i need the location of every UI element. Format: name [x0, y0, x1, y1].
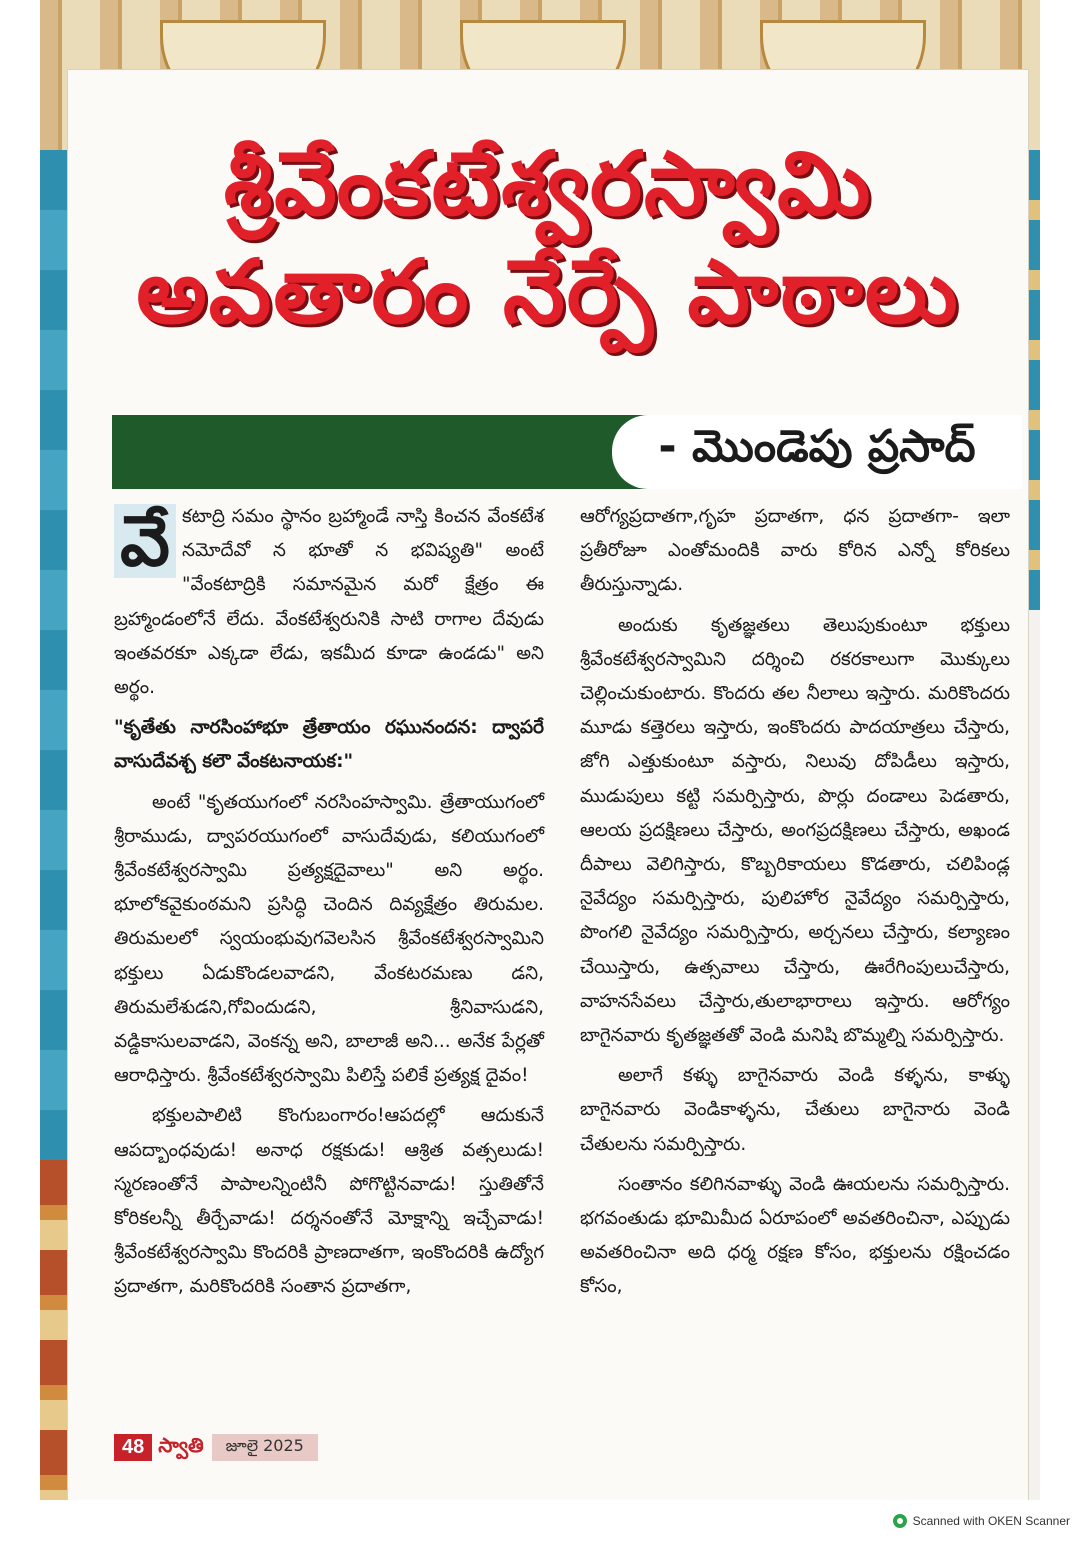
paragraph: భక్తులపాలిటి కొంగుబంగారం!ఆపదల్లో ఆదుకునే ఆపద్బాంధవుడు! అనాధ రక్షకుడు! ఆశ్రిత వత్సలుడు! స్మరణంతోనే పాపాలన్నింటినీ పోగొట్టినవాడు! స్తుతితోనే కోరికలన్నీ తీర్చేవాడు! దర్శనంతోనే మోక్షాన్ని ఇచ్చేవాడు! శ్రీవేంకటేశ్వరస్వామి కొందరికి ప్రాణదాతగా, ఇంకొందరికి ఉద్యోగ ప్రదాతగా, మరికొందరికి సంతాన ప్రదాతగా, [114, 1105, 544, 1298]
article-column-right [580, 500, 1010, 1311]
paragraph: అందుకు కృతజ్ఞతలు తెలుపుకుంటూ భక్తులు శ్రీవేంకటేశ్వరస్వామిని దర్శించి రకరకాలుగా మొక్కులు చెల్లించుకుంటారు. కొందరు తల నీలాలు ఇస్తారు. మరికొందరు మూడు కత్తెరలు ఇస్తారు, ఇంకొందరు పాదయాత్రలు చేస్తారు, జోగి ఎత్తుకుంటూ వస్తారు, నిలువు దోపిడీలు ఇస్తారు, ముడుపులు కట్టి సమర్పిస్తారు, పొర్లు దండాలు పెడతారు, ఆలయ ప్రదక్షిణలు చేస్తారు, అంగప్రదక్షిణలు చేస్తారు, అఖండ దీపాలు వెలిగిస్తారు, కొబ్బరికాయలు కొడతారు, చలిపిండ్ల నైవేద్యం సమర్పిస్తారు, పులిహోర నైవేద్యం సమర్పిస్తారు, పొంగలి నైవేద్యం సమర్పిస్తారు, అర్చనలు చేస్తారు, కల్యాణం చేయిస్తారు, ఉత్సవాలు చేస్తారు, ఊరేగింపులుచేస్తారు, వాహనసేవలు చేస్తారు,తులాభారాలు ఇస్తారు. ఆరోగ్యం బాగైనవారు కృతజ్ఞతతో వెండి మనిషి బొమ్మల్ని సమర్పిస్తారు. [580, 614, 1010, 1047]
headline-line-2: అవతారం నేర్పే పాఠాలు [136, 240, 960, 343]
magazine-page [40, 0, 1040, 1500]
paragraph: సంతానం కలిగినవాళ్ళు వెండి ఊయలను సమర్పిస్తారు. భగవంతుడు భూమిమీద ఏరూపంలో అవతరించినా, ఎప్పుడు అవతరించినా అది ధర్మ రక్షణ కోసం, భక్తులను రక్షించడం కోసం, [580, 1173, 1010, 1298]
byline-box [612, 415, 1022, 489]
paragraph: అలాగే కళ్ళు బాగైనవారు వెండి కళ్ళను, కాళ్ళు బాగైనవారు వెండికాళ్ళను, చేతులు బాగైనారు వెండి చేతులను సమర్పిస్తారు. [580, 1065, 1010, 1155]
headline-line-1: శ్రీవేంకటేశ్వరస్వామి [223, 132, 873, 235]
article-panel [68, 70, 1028, 1500]
article-headline [68, 130, 1028, 346]
article-body [114, 500, 1014, 1420]
byline-bar [112, 415, 1022, 489]
scanner-logo-icon [893, 1514, 907, 1528]
drop-cap: వే [114, 504, 176, 578]
author-byline: - మొండెపు ప్రసాద్ [658, 421, 976, 472]
paragraph: వే కటాద్రి సమం స్థానం బ్రహ్మాండే నాస్తి కించన వేంకటేశ నమోదేవో న భూతో న భవిష్యతి" అంటే "వేంకటాద్రికి సమానమైన మరో క్షేత్రం ఈ బ్రహ్మాండంలోనే లేదు. వేంకటేశ్వరునికి సాటి రాగాల దేవుడు ఇంతవరకూ ఎక్కడా లేడు, ఇకమీద కూడా ఉండడు" అని అర్థం. [114, 500, 544, 699]
issue-date: జూలై 2025 [212, 1434, 318, 1461]
page-number: 48 [114, 1434, 152, 1461]
sanskrit-quote: "కృతేతు నారసింహాభూ త్రేతాయం రఘునందన: ద్వాపరే వాసుదేవశ్చ కలౌ వేంకటనాయక:" [114, 717, 544, 773]
paragraph: ఆరోగ్యప్రదాతగా,గృహ ప్రదాతగా, ధన ప్రదాతగా- ఇలా ప్రతీరోజూ ఎంతోమందికి వారు కోరిన ఎన్నో కోరికలు తీరుస్తున్నాడు. [580, 506, 1010, 596]
page-footer [114, 1430, 318, 1464]
article-column-left [114, 500, 544, 1311]
scanner-watermark-text: Scanned with OKEN Scanner [912, 1514, 1070, 1528]
magazine-name: స్వాతి [158, 1432, 204, 1457]
scanner-watermark [893, 1514, 1070, 1528]
paragraph: అంటే "కృతయుగంలో నరసింహస్వామి. త్రేతాయుగంలో శ్రీరాముడు, ద్వాపరయుగంలో వాసుదేవుడు, కలియుగంలో శ్రీవేంకటేశ్వరస్వామి ప్రత్యక్షదైవాలు" అని అర్థం. భూలోకవైకుంఠమని ప్రసిద్ధి చెందిన దివ్యక్షేత్రం తిరుమల. తిరుమలలో స్వయంభువుగవెలసిన శ్రీవేంకటేశ్వరస్వామిని భక్తులు ఏడుకొండలవాడని, వేంకటరమణు డని, తిరుమలేశుడని,గోవిందుడని, శ్రీనివాసుడని, వడ్డికాసులవాడని, వెంకన్న అని, బాలాజీ అని... అనేక పేర్లతో ఆరాధిస్తారు. శ్రీవేంకటేశ్వరస్వామి పిలిస్తే పలికే ప్రత్యక్ష దైవం! [114, 791, 544, 1087]
